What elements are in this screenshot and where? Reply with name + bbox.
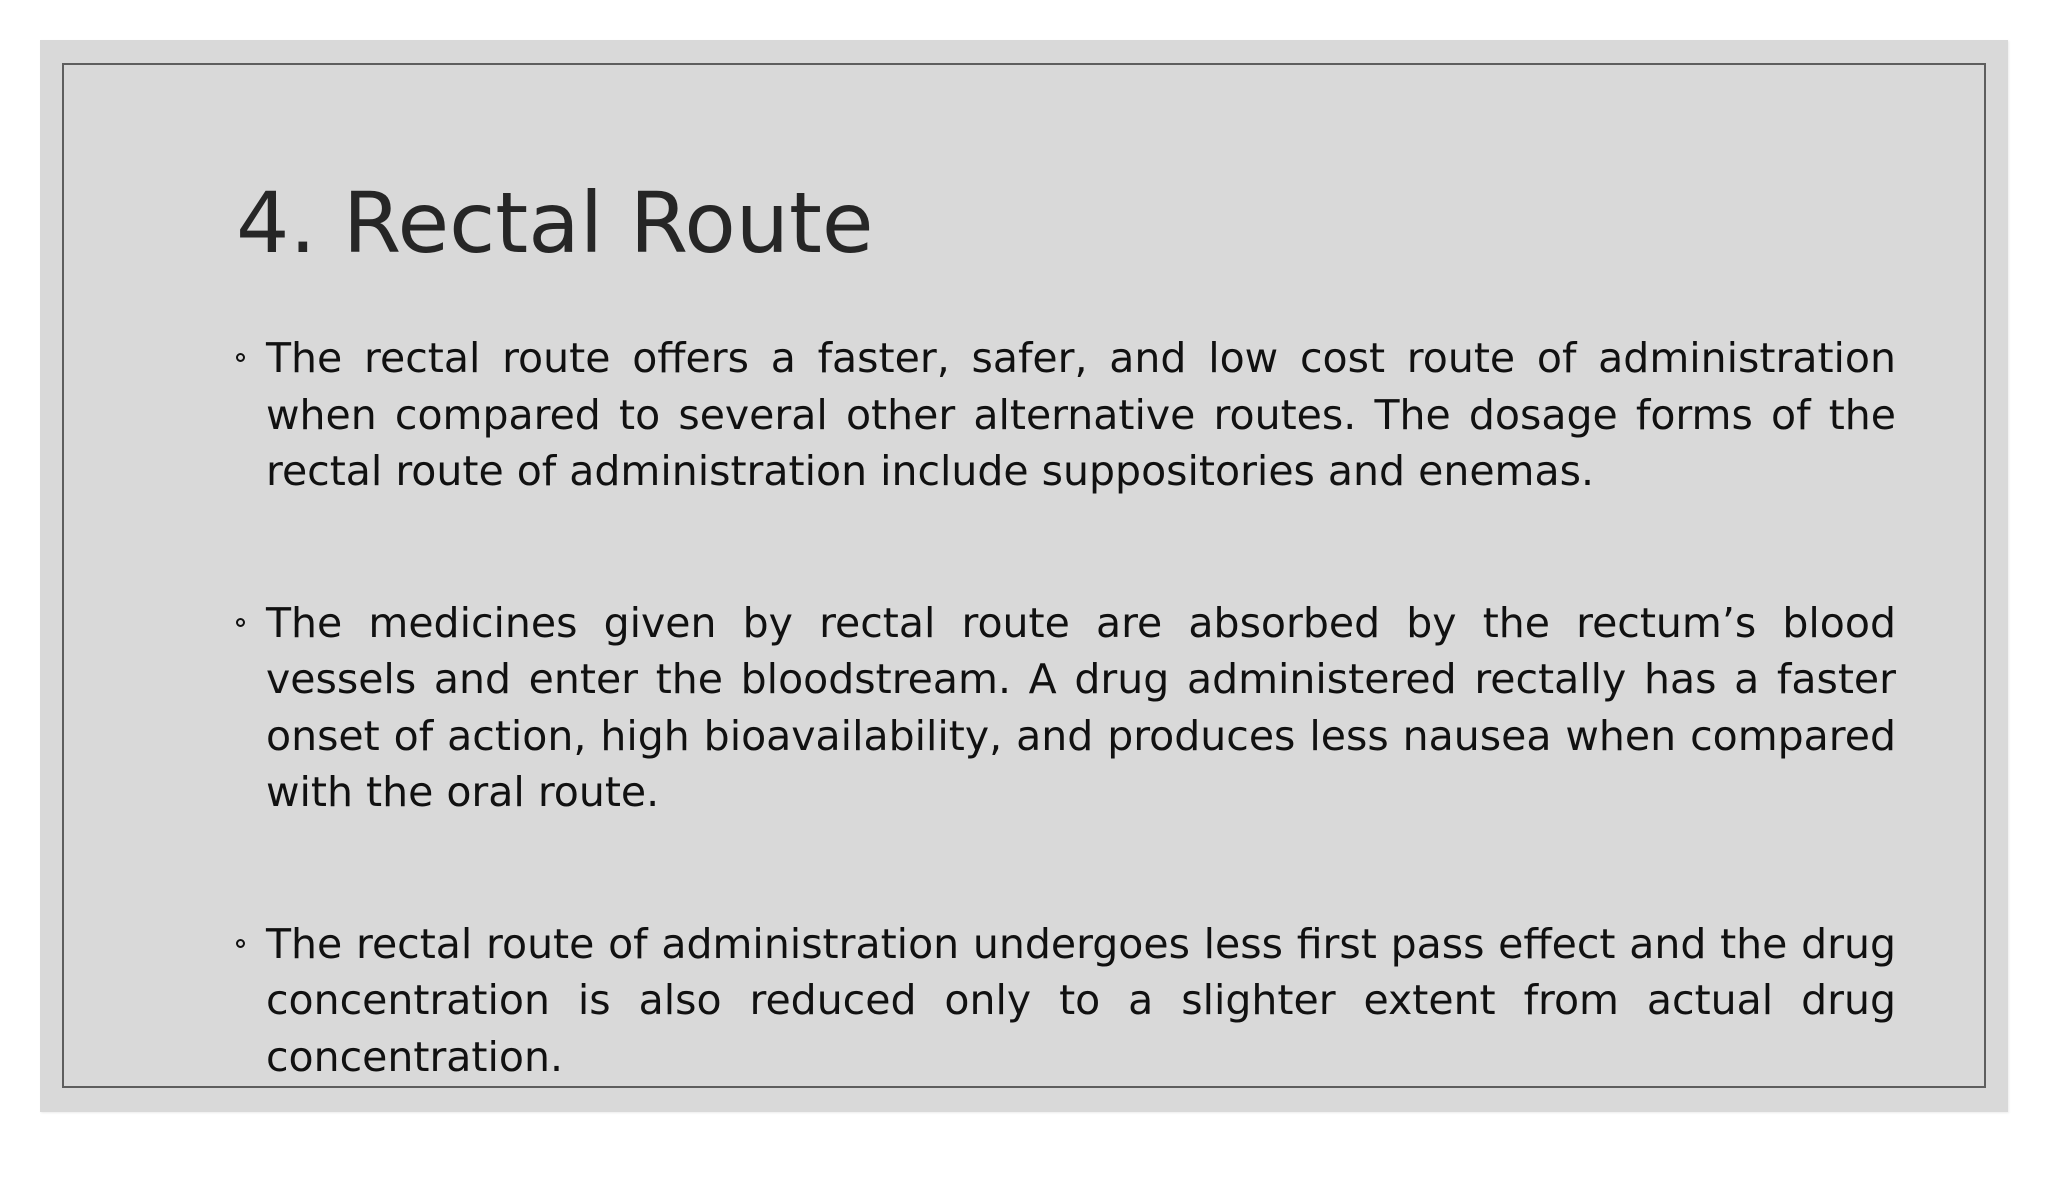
slide-title: 4. Rectal Route (236, 174, 874, 272)
hollow-circle-bullet-icon (236, 353, 245, 362)
bullet-item (236, 595, 1896, 821)
slide (40, 40, 2008, 1112)
bullet-list (236, 330, 1896, 1180)
bullet-text: The rectal route offers a faster, safer, and low cost route of administration when compared to several other alternative routes. The dosage forms of the rectal route of administration include suppositories and enemas. (266, 334, 1896, 495)
hollow-circle-bullet-icon (236, 618, 245, 627)
bullet-item (236, 330, 1896, 500)
bullet-text: The medicines given by rectal route are absorbed by the rectum’s blood vessels and enter the bloodstream. A drug administered rectally has a faster onset of action, high bioavailability, and produces less nausea when compared with the oral route. (266, 598, 1896, 816)
bullet-item (236, 916, 1896, 1086)
hollow-circle-bullet-icon (236, 939, 245, 948)
bullet-text: The rectal route of administration undergoes less first pass effect and the drug concentration is also reduced only to a slighter extent from actual drug concentration. (266, 919, 1896, 1081)
